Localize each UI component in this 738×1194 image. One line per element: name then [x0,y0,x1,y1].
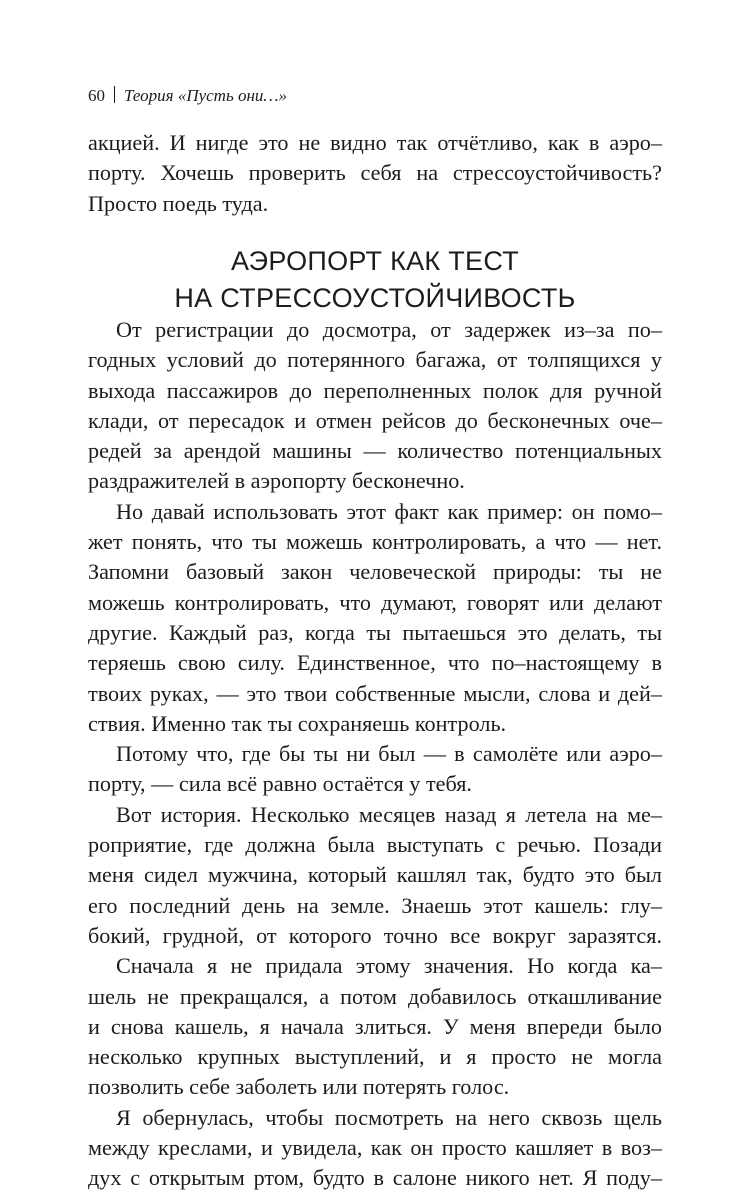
text-line: выхода пассажиров до переполненных полок для ручной [88,377,662,403]
text-line: жет понять, что ты можешь контролировать, а что — нет. [88,529,662,555]
text-line: позволить себе заболеть или потерять голос. [88,1074,510,1100]
text-line: теряешь свою силу. Единственное, что по–настоящему в [88,650,662,676]
running-head [88,86,287,106]
text-line: твоих руках, — это твои собственные мысли, слова и дей– [88,680,662,706]
heading-line: АЭРОПОРТ КАК ТЕСТ [230,246,520,276]
running-title: Теория «Пусть они…» [124,86,287,105]
text-line: Просто поедь туда. [88,190,269,216]
text-line: несколько крупных выступлений, и я просто не могла [88,1044,662,1070]
text-line: Запомни базовый закон человеческой природы: ты не [88,559,662,585]
text-line: другие. Каждый раз, когда ты пытаешься это делать, ты [88,619,662,645]
intro-paragraph [88,128,662,219]
text-line: бокий, грудной, от которого точно все вокруг заразятся. [88,922,662,948]
text-line: его последний день на земле. Знаешь этот кашель: глу– [88,892,662,918]
text-line: порту, — сила всё равно остаётся у тебя. [88,771,472,797]
text-line: клади, от пересадок и отмен рейсов до бесконечных оче– [88,407,662,433]
text-line: раздражителей в аэропорту бесконечно. [88,468,465,494]
page-number: 60 [88,86,105,105]
text-line: Сначала я не придала этому значения. Но когда ка– [116,953,662,979]
text-line: меня сидел мужчина, который кашлял так, будто это был [88,862,662,888]
text-line: дух с открытым ртом, будто в салоне никого нет. Я поду– [88,1165,662,1191]
text-line: шель не прекращался, а потом добавилось откашливание [88,983,662,1009]
heading-line: НА СТРЕССОУСТОЙЧИВОСТЬ [174,283,576,313]
text-line: От регистрации до досмотра, от задержек из–за по– [116,317,662,342]
section-heading [88,243,662,317]
text-line: Вот история. Несколько месяцев назад я летела на ме– [116,801,662,827]
text-line: акцией. И нигде это не видно так отчётливо, как в аэро– [88,130,662,155]
text-line: между креслами, и увидела, как он просто кашляет в воз– [88,1135,662,1161]
header-divider [114,86,115,103]
text-line: и снова кашель, я начала злиться. У меня впереди было [88,1013,662,1039]
text-line: Но давай использовать этот факт как пример: он помо– [116,498,662,524]
text-line: Я обернулась, чтобы посмотреть на него сквозь щель [116,1104,662,1130]
text-line: ствия. Именно так ты сохраняешь контроль. [88,710,507,736]
text-line: роприятие, где должна была выступать с речью. Позади [88,832,662,858]
text-line: порту. Хочешь проверить себя на стрессоустойчивость? [88,160,662,186]
text-line: Потому что, где бы ты ни был — в самолёте или аэро– [116,741,662,767]
body-text [88,315,662,1194]
text-line: годных условий до потерянного багажа, от толпящихся у [88,347,662,373]
text-line: можешь контролировать, что думают, говорят или делают [88,589,662,615]
text-line: редей за арендой машины — количество потенциальных [88,438,662,464]
